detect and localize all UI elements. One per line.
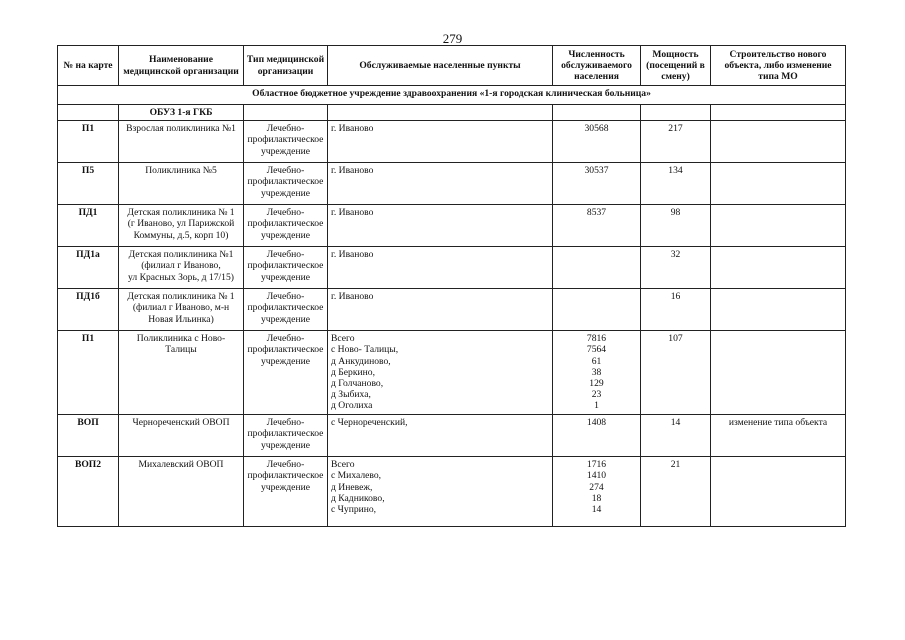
organization-name — [119, 415, 244, 457]
header-name: Наименование медицинской организации — [119, 46, 244, 86]
map-code: П1 — [58, 121, 119, 163]
page-number: 279 — [442, 31, 463, 46]
medical-organizations-table — [57, 45, 846, 527]
organization-type — [244, 247, 328, 289]
served-settlements — [328, 289, 553, 331]
served-settlements-line: с Чуприно, — [331, 504, 377, 516]
organization-name-line: (г Иваново, ул Парижской — [127, 218, 235, 230]
served-settlements-line: г. Иваново — [331, 207, 374, 219]
population-count — [553, 289, 641, 331]
served-settlements-line: д Оголиха — [331, 400, 373, 412]
construction-note — [711, 247, 846, 289]
population-count-line: 14 — [591, 504, 602, 516]
organization-type-line: Лечебно- — [266, 165, 305, 177]
served-settlements — [328, 331, 553, 415]
construction-note: изменение типа объекта — [711, 415, 846, 457]
organization-type — [244, 163, 328, 205]
organization-type-line: учреждение — [261, 313, 310, 325]
header-points: Обслуживаемые населенные пункты — [328, 46, 553, 86]
served-settlements-line: с Ново- Талицы, — [331, 344, 399, 356]
capacity-visits: 134 — [641, 163, 711, 205]
map-code: ПД1 — [58, 205, 119, 247]
served-settlements-line: д Беркино, — [331, 366, 375, 378]
organization-type — [244, 121, 328, 163]
organization-type-line: профилактическое — [247, 176, 324, 188]
served-settlements-line: г. Иваново — [331, 165, 374, 177]
served-settlements — [328, 205, 553, 247]
served-settlements-line: д Кадниково, — [331, 492, 385, 504]
served-settlements-line: д Зыбиха, — [331, 389, 371, 401]
population-count-line: 7564 — [586, 344, 607, 356]
construction-note — [711, 331, 846, 415]
organization-type-line: учреждение — [261, 187, 310, 199]
served-settlements — [328, 457, 553, 527]
organization-type — [244, 415, 328, 457]
map-code: ВОП — [58, 415, 119, 457]
served-settlements — [328, 121, 553, 163]
organization-title-row — [58, 86, 846, 105]
served-settlements-line: с Чернореченский, — [331, 417, 408, 429]
population-count-line: 1410 — [586, 470, 607, 482]
organization-type — [244, 205, 328, 247]
served-settlements-line: д Иневеж, — [331, 481, 373, 493]
map-code: ПД1а — [58, 247, 119, 289]
population-count — [553, 205, 641, 247]
organization-type-line: учреждение — [261, 145, 310, 157]
organization-type-line: Лечебно- — [266, 249, 305, 261]
construction-note — [711, 289, 846, 331]
population-count-line: 274 — [589, 481, 604, 493]
organization-name-line: (филиал г Иваново, — [141, 260, 221, 272]
capacity-visits: 217 — [641, 121, 711, 163]
table-row — [58, 121, 846, 163]
organization-name-line: Поликлиника №5 — [145, 165, 217, 177]
organization-type-line: Лечебно- — [266, 207, 305, 219]
map-code: П5 — [58, 163, 119, 205]
organization-type-line: учреждение — [261, 439, 310, 451]
population-count-line: 1408 — [586, 417, 607, 429]
organization-name-line: ул Красных Зорь, д 17/15) — [128, 271, 234, 283]
organization-name-line: Детская поликлиника № 1 — [127, 207, 235, 219]
served-settlements-line: г. Иваново — [331, 249, 374, 261]
organization-name — [119, 289, 244, 331]
organization-name-line: Михалевский ОВОП — [138, 459, 224, 471]
organization-name — [119, 331, 244, 415]
population-count-line: 18 — [591, 492, 602, 504]
organization-type — [244, 289, 328, 331]
organization-name-line: Детская поликлиника № 1 — [127, 291, 235, 303]
population-count-line: 129 — [589, 378, 604, 390]
construction-note — [711, 163, 846, 205]
population-count — [553, 121, 641, 163]
population-count-line: 1716 — [586, 459, 607, 471]
population-count — [553, 331, 641, 415]
served-settlements — [328, 415, 553, 457]
population-count — [553, 415, 641, 457]
served-settlements-line: д Голчаново, — [331, 378, 384, 390]
population-count-line: 1 — [594, 400, 599, 412]
header-code: № на карте — [58, 46, 119, 86]
organization-name-line: Взрослая поликлиника №1 — [126, 123, 236, 135]
organization-name — [119, 247, 244, 289]
organization-type-line: учреждение — [261, 481, 310, 493]
capacity-visits: 98 — [641, 205, 711, 247]
capacity-visits: 107 — [641, 331, 711, 415]
served-settlements-line: с Михалево, — [331, 470, 382, 482]
organization-name — [119, 457, 244, 527]
header-type: Тип медицинской организации — [244, 46, 328, 86]
table-row — [58, 457, 846, 527]
organization-type-line: учреждение — [261, 355, 310, 367]
population-count-line: 30537 — [584, 165, 609, 177]
table-row — [58, 205, 846, 247]
table-row — [58, 289, 846, 331]
organization-type-line: профилактическое — [247, 134, 324, 146]
organization-name-line: Новая Ильинка) — [148, 313, 214, 325]
population-count-line: 61 — [591, 355, 602, 367]
population-count — [553, 163, 641, 205]
map-code: ПД1б — [58, 289, 119, 331]
organization-title: Областное бюджетное учреждение здравоохранения «1-я городская клиническая больница» — [58, 86, 846, 105]
organization-type-line: профилактическое — [247, 470, 324, 482]
population-count-line: 7816 — [586, 333, 607, 345]
organization-type-line: профилактическое — [247, 428, 324, 440]
organization-type-line: профилактическое — [247, 260, 324, 272]
organization-name — [119, 163, 244, 205]
served-settlements-line: Всего — [331, 333, 355, 345]
organization-type-line: Лечебно- — [266, 333, 305, 345]
population-count-line: 23 — [591, 389, 602, 401]
organization-name-line: (филиал г Иваново, м-н — [132, 302, 230, 314]
served-settlements-line: г. Иваново — [331, 123, 374, 135]
table-row — [58, 415, 846, 457]
organization-type-line: профилактическое — [247, 344, 324, 356]
subunit-name: ОБУЗ 1-я ГКБ — [119, 105, 244, 121]
header-capacity: Мощность (посещений в смену) — [641, 46, 711, 86]
organization-type-line: Лечебно- — [266, 459, 305, 471]
capacity-visits: 16 — [641, 289, 711, 331]
organization-type-line: профилактическое — [247, 218, 324, 230]
capacity-visits: 32 — [641, 247, 711, 289]
construction-note — [711, 205, 846, 247]
table-header-row — [58, 46, 846, 86]
organization-type — [244, 457, 328, 527]
population-count — [553, 457, 641, 527]
organization-name-line: Чернореченский ОВОП — [132, 417, 230, 429]
map-code: П1 — [58, 331, 119, 415]
table-row — [58, 247, 846, 289]
organization-name-line: Коммуны, д.5, корп 10) — [133, 229, 229, 241]
organization-name-line: Поликлиника с Ново- — [136, 333, 226, 345]
population-count — [553, 247, 641, 289]
population-count-line: 8537 — [586, 207, 607, 219]
served-settlements — [328, 247, 553, 289]
capacity-visits: 14 — [641, 415, 711, 457]
organization-type-line: профилактическое — [247, 302, 324, 314]
served-settlements-line: Всего — [331, 459, 355, 471]
served-settlements-line: д Анкудиново, — [331, 355, 391, 367]
organization-name-line: Детская поликлиника №1 — [128, 249, 234, 261]
organization-type-line: Лечебно- — [266, 123, 305, 135]
served-settlements — [328, 163, 553, 205]
organization-type — [244, 331, 328, 415]
population-count-line: 38 — [591, 366, 602, 378]
capacity-visits: 21 — [641, 457, 711, 527]
organization-type-line: учреждение — [261, 229, 310, 241]
served-settlements-line: г. Иваново — [331, 291, 374, 303]
header-population: Численность обслуживаемого населения — [553, 46, 641, 86]
organization-type-line: Лечебно- — [266, 291, 305, 303]
table-row — [58, 163, 846, 205]
header-construction: Строительство нового объекта, либо изменение типа МО — [711, 46, 846, 86]
table-row — [58, 331, 846, 415]
map-code: ВОП2 — [58, 457, 119, 527]
population-count-line: 30568 — [584, 123, 609, 135]
organization-name — [119, 205, 244, 247]
organization-name-line: Талицы — [165, 344, 197, 356]
subunit-row — [58, 105, 846, 121]
construction-note — [711, 457, 846, 527]
organization-type-line: учреждение — [261, 271, 310, 283]
construction-note — [711, 121, 846, 163]
organization-name — [119, 121, 244, 163]
organization-type-line: Лечебно- — [266, 417, 305, 429]
